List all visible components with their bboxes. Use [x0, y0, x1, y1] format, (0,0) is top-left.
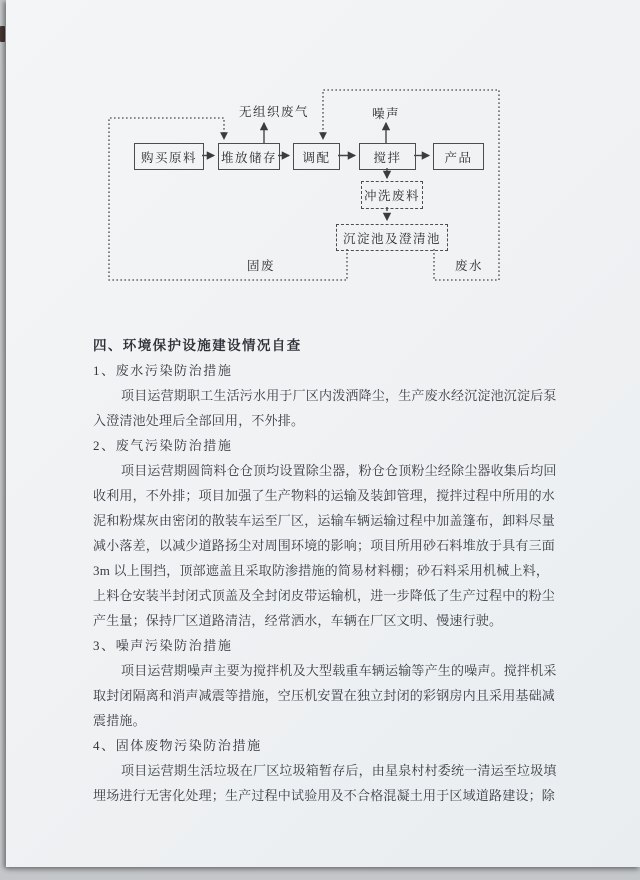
body-line: 泥和粉煤灰由密闭的散装车运至厂区，运输车辆运输过程中加盖篷布，卸料尽量 [93, 513, 556, 528]
body-line: 项目运营期圆筒料仓仓顶均设置除尘器，粉仓仓顶粉尘经除尘器收集后均回 [121, 463, 557, 478]
label-noise: 噪声 [372, 107, 401, 121]
label-fugitive-gas: 无组织废气 [239, 105, 310, 119]
flow-node-mixing: 搅拌 [359, 143, 416, 170]
body-line: 收利用，不外排；项目加强了生产物料的运输及装卸管理，搅拌过程中所用的水 [93, 488, 556, 503]
body-line: 3m 以上围挡，顶部遮盖且采取防渗措施的简易材料棚；砂石料采用机械上料， [93, 563, 550, 578]
body-line: 减小落差，以减少道路扬尘对周围环境的影响；项目所用砂石料堆放于具有三面 [93, 538, 556, 553]
flow-node-purchase-materials: 购买原料 [134, 143, 204, 170]
flow-node-sedimentation-pool: 沉淀池及澄清池 [336, 224, 448, 251]
body-line: 上料仓安装半封闭式顶盖及全封闭皮带运输机，进一步降低了生产过程中的粉尘 [93, 588, 556, 603]
subsection-heading: 2、废气污染防治措施 [93, 438, 233, 453]
body-line: 项目运营期噪声主要为搅拌机及大型载重车辆运输等产生的噪声。搅拌机采 [121, 663, 557, 678]
flow-node-blending: 调配 [293, 143, 340, 170]
flow-node-stacking-storage: 堆放储存 [218, 143, 280, 170]
section-heading: 四、环境保护设施建设情况自查 [93, 338, 302, 353]
process-flowchart [101, 85, 511, 285]
flow-node-product: 产品 [433, 143, 484, 170]
subsection-heading: 1、废水污染防治措施 [93, 363, 233, 378]
body-line: 取封闭隔离和消声减震等措施，空压机安置在独立封闭的彩钢房内且采用基础减 [93, 688, 556, 703]
scan-smudge [0, 26, 5, 42]
body-line: 项目运营期生活垃圾在厂区垃圾箱暂存后，由星泉村村委统一清运至垃圾填 [121, 763, 557, 778]
body-line: 入澄清池处理后全部回用，不外排。 [93, 413, 305, 428]
body-line: 埋场进行无害化处理；生产过程中试验用及不合格混凝土用于区域道路建设；除 [93, 788, 556, 803]
label-wastewater: 废水 [455, 259, 484, 273]
body-line: 震措施。 [93, 713, 146, 728]
subsection-heading: 4、固体废物污染防治措施 [93, 738, 262, 753]
document-body [93, 333, 555, 808]
body-line: 项目运营期职工生活污水用于厂区内泼洒降尘，生产废水经沉淀池沉淀后泵 [121, 388, 557, 403]
document-page [6, 0, 640, 867]
flow-node-flushing-waste: 冲洗废料 [361, 181, 423, 209]
body-line: 产生量；保持厂区道路清洁，经常洒水，车辆在厂区文明、慢速行驶。 [93, 613, 503, 628]
label-solid-waste: 固废 [247, 259, 276, 273]
subsection-heading: 3、噪声污染防治措施 [93, 638, 233, 653]
